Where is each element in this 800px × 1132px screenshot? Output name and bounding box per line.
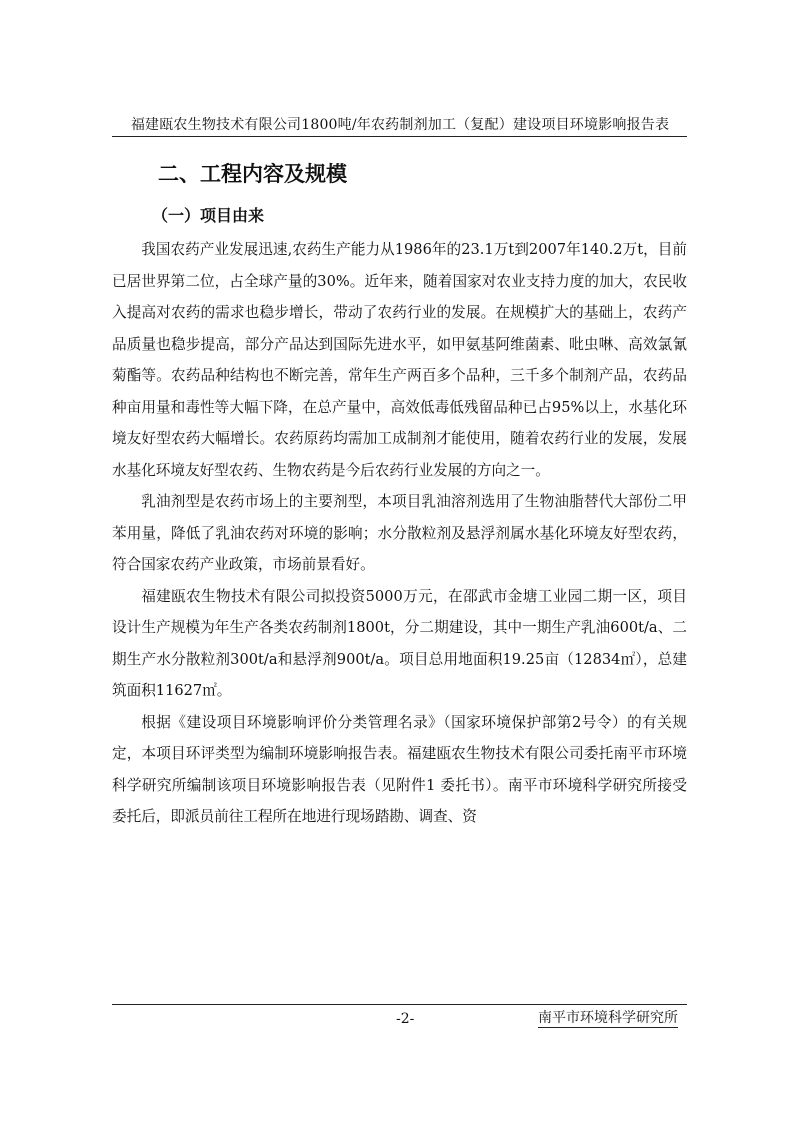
paragraph-regulation: 根据《建设项目环境影响评价分类管理名录》（国家环境保护部第2号令）的有关规定，本项目环评类型为编制环境影响报告表。福建瓯农生物技术有限公司委托南平市环境科学研究所编制该项目环境影响报告表（见附件1 委托书）。南平市环境科学研究所接受委托后，即派员前往工程所在地进行现场踏勘、调查、资: [112, 713, 687, 825]
paragraph-background: 我国农药产业发展迅速,农药生产能力从1986年的23.1万t到2007年140.2万t，目前已居世界第二位，占全球产量的30%。近年来，随着国家对农业支持力度的加大，农民收入提高对农药的需求也稳步增长，带动了农药行业的发展。在规模扩大的基础上，农药产品质量也稳步提高，部分产品达到国际先进水平，如甲氨基阿维菌素、吡虫啉、高效氯氰菊酯等。农药品种结构也不断完善，常年生产两百多个品种，三千多个制剂产品，农药品种亩用量和毒性等大幅下降，在总产量中，高效低毒低残留品种已占95%以上，水基化环境友好型农药大幅增长。农药原药均需加工成制剂才能使用，随着农药行业的发展，发展水基化环境友好型农药、生物农药是今后农药行业发展的方向之一。: [112, 241, 687, 479]
body-text: [112, 234, 687, 833]
paragraph-emulsion: 乳油剂型是农药市场上的主要剂型，本项目乳油溶剂选用了生物油脂替代大部份二甲苯用量，降低了乳油农药对环境的影响；水分散粒剂及悬浮剂属水基化环境友好型农药，符合国家农药产业政策，市场前景看好。: [112, 493, 687, 573]
subsection-title: （一）项目由来: [152, 206, 265, 225]
section-title: 二、工程内容及规模: [158, 162, 347, 186]
paragraph-project-scale: 福建瓯农生物技术有限公司拟投资5000万元，在邵武市金塘工业园二期一区，项目设计生产规模为年生产各类农药制剂1800t，分二期建设，其中一期生产乳油600t/a、二期生产水分散粒剂300t/a和悬浮剂900t/a。项目总用地面积19.25亩（12834㎡），总建筑面积11627㎡。: [112, 587, 687, 699]
header-divider: [112, 136, 687, 137]
page-header-title: 福建瓯农生物技术有限公司1800吨/年农药制剂加工（复配）建设项目环境影响报告表: [130, 117, 670, 133]
page-number: -2-: [396, 1011, 415, 1027]
footer-organization: 南平市环境科学研究所: [538, 1010, 678, 1026]
footer-divider: [112, 1004, 687, 1005]
